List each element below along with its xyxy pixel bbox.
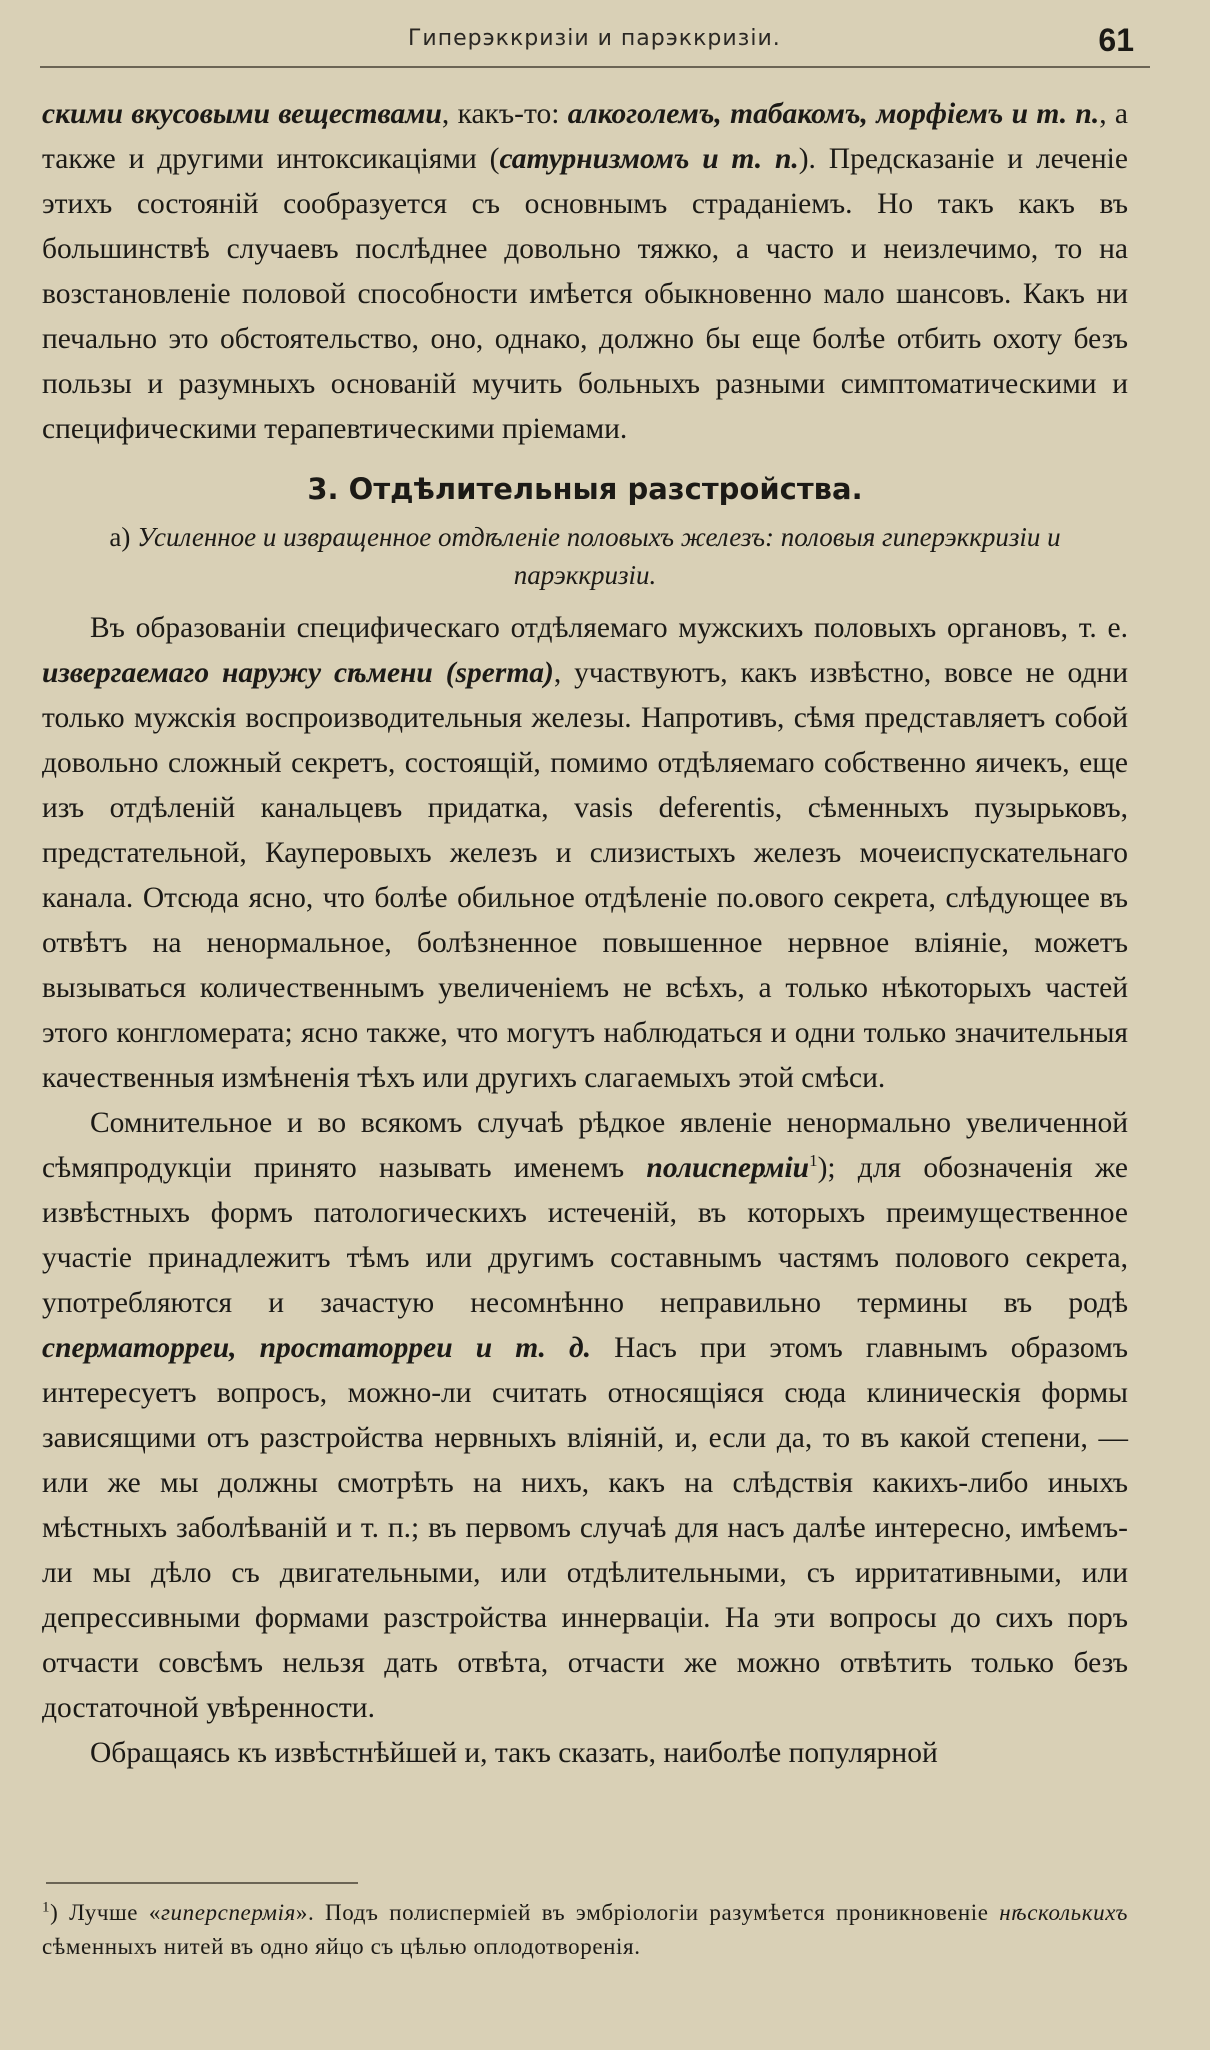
emphasis: алкоголемъ, табакомъ, морфіемъ и т. п. — [567, 98, 1100, 130]
page-header — [0, 22, 1210, 64]
emphasis: скими вкусовыми веществами — [42, 98, 442, 130]
text-run: , какъ-то: — [441, 98, 568, 130]
emphasis: извергаемаго наружу сѣмени (sperma) — [42, 657, 554, 689]
text-run: , а также и другими интоксикаціями ( — [42, 98, 1129, 175]
header-rule — [40, 66, 1150, 68]
emphasis: гиперспермія — [160, 1900, 296, 1925]
text-run: Въ образованіи специфическаго отдѣляемаго мужскихъ половыхъ органовъ, т. е. — [90, 612, 1128, 644]
text-run: ». Подъ полиспермiей въ эмбріологіи разумѣется проникновеніе — [295, 1900, 1000, 1925]
emphasis: сатурнизмомъ и т. п. — [499, 143, 799, 175]
text-run: ). Предсказаніе и леченіе этихъ состояній сообразуется съ основнымъ страданіемъ. Но такъ какъ въ большинствѣ случаевъ послѣднее довольно тяжко, а часто и неизлечимо, то на возстановленіе половой способности имѣется обыкновенно мало шансовъ. Какъ ни печально это обстоятельство, оно, однако, должно бы еще болѣе отбить охоту безъ пользы и разумныхъ основаній мучить больныхъ разными симптоматическими и специфическими терапевтическими пріемами. — [42, 143, 1128, 445]
body-text — [42, 92, 1128, 1776]
subsection-title: Усиленное и извращенное отдѣленіе половыхъ железъ: половыя гиперэккризіи и парэккризіи. — [137, 522, 1061, 590]
paragraph-4: Обращаясь къ извѣстнѣйшей и, такъ сказать, наиболѣе популярной — [90, 1737, 938, 1769]
subsection-heading — [42, 518, 1128, 594]
footnote-rule — [46, 1882, 358, 1884]
subsection-number: а) — [109, 522, 131, 552]
running-title: Гиперэккризіи и парэккризіи. — [408, 26, 781, 51]
emphasis: нѣсколькихъ — [999, 1900, 1128, 1925]
footnote-ref: 1 — [809, 1151, 818, 1171]
paragraph-2 — [42, 606, 1128, 1101]
footnote — [42, 1896, 1128, 1964]
text-run: Сомнительное и во всякомъ случаѣ рѣдкое явленіе ненормально увеличенной сѣмяпродукціи принято называть именемъ — [42, 1107, 1128, 1184]
text-run: сѣменныхъ нитей въ одно яйцо съ цѣлью оплодотворенія. — [42, 1934, 641, 1959]
paragraph-1 — [42, 92, 1128, 452]
text-run: ) Лучше « — [50, 1900, 161, 1925]
text-run: ); для обозначенія же извѣстныхъ формъ патологическихъ истеченій, въ которыхъ преимущественное участіе принадлежитъ тѣмъ или другимъ составнымъ частямъ полового секрета, употребляются и зачастую несомнѣнно неправильно термины въ родѣ — [42, 1152, 1128, 1319]
emphasis: сперматорреи, простаторреи и т. д. — [42, 1332, 592, 1364]
page-number: 61 — [1098, 22, 1134, 58]
text-run: , участвуютъ, какъ извѣстно, вовсе не одни только мужскія воспроизводительныя железы. Напротивъ, сѣмя представляетъ собой довольно сложный секретъ, состоящій, помимо отдѣляемаго собственно яичекъ, еще изъ отдѣленій канальцевъ придатка, vasis deferentis, сѣменныхъ пузырьковъ, предстательной, Кауперовыхъ железъ и слизистыхъ железъ мочеиспускательнаго канала. Отсюда ясно, что болѣе обильное отдѣленіе по.ового секрета, слѣдующее въ отвѣтъ на ненормальное, болѣзненное повышенное нервное вліяніе, можетъ вызываться количественнымъ увеличеніемъ не всѣхъ, а только нѣкоторыхъ частей этого конгломерата; ясно также, что могутъ наблюдаться и одни только значительныя качественныя измѣненія тѣхъ или другихъ слагаемыхъ этой смѣси. — [42, 657, 1128, 1094]
footnote-mark: 1 — [42, 1899, 51, 1916]
section-heading: 3. Отдѣлительныя разстройства. — [307, 472, 863, 506]
text-run: Насъ при этомъ главнымъ образомъ интересуетъ вопросъ, можно-ли считать относящіяся сюда клиническія формы зависящими отъ разстройства нервныхъ вліяній, и, если да, то въ какой степени, — или же мы должны смотрѣть на нихъ, какъ на слѣдствія какихъ-либо иныхъ мѣстныхъ заболѣваній и т. п.; въ первомъ случаѣ для насъ далѣе интересно, имѣемъ-ли мы дѣло съ двигательными, или отдѣлительными, съ ирритативными, или депрессивными формами разстройства иннерваціи. На эти вопросы до сихъ поръ отчасти совсѣмъ нельзя дать отвѣта, отчасти же можно отвѣтить только безъ достаточной увѣренности. — [42, 1332, 1128, 1724]
emphasis: полиспермiи — [646, 1152, 810, 1184]
paragraph-3 — [42, 1101, 1128, 1731]
